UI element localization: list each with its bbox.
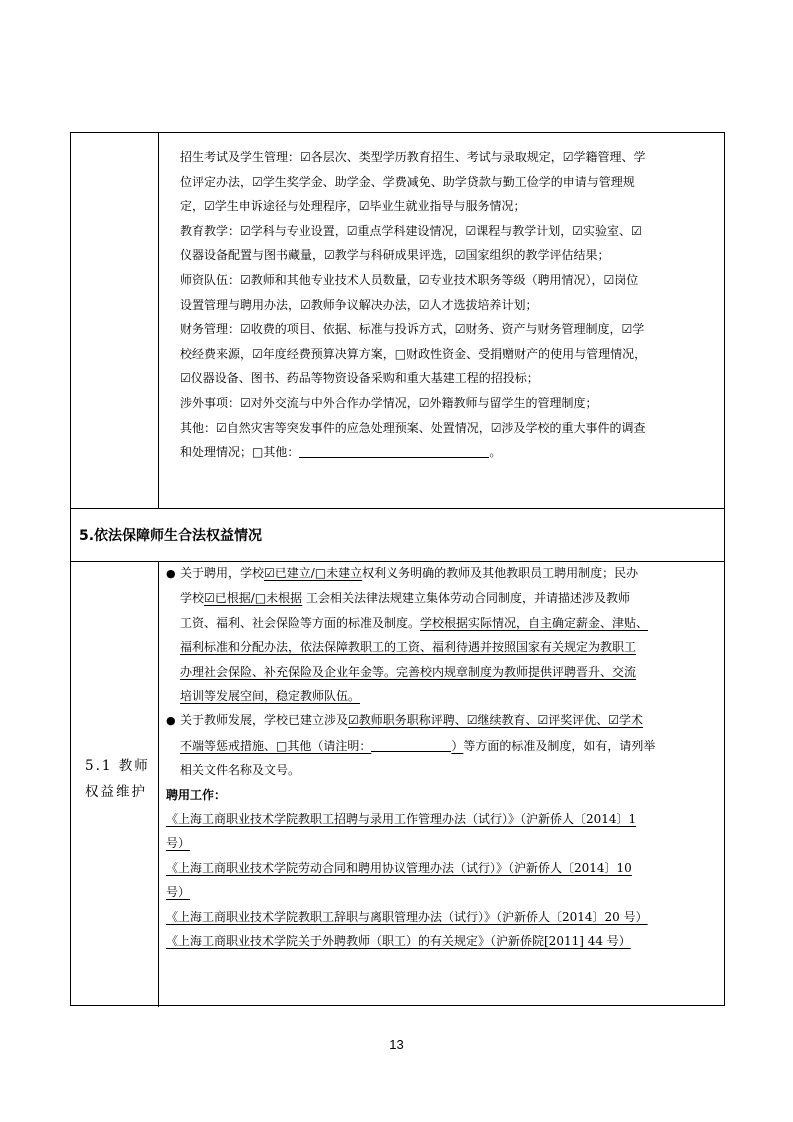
doc-line: 《上海工商职业技术学院关于外聘教师（职工）的有关规定》（沪新侨院[2011] 44 号） (166, 934, 631, 949)
doc-line: 《上海工商职业技术学院教职工辞职与离职管理办法（试行）》（沪新侨人〔2014〕20 号） (166, 909, 648, 924)
doc-line: 号） (166, 885, 191, 900)
item-line-last: 和处理情况；□其他： 。 (180, 445, 502, 460)
para1-line4: 福利标准和分配办法，依法保障教职工的工资、福利待遇并按照国家有关规定为教职工 (180, 640, 637, 655)
item-line: 位评定办法，☑学生奖学金、助学金、学费减免、助学贷款与勤工俭学的申请与管理规 (180, 174, 635, 189)
item-line: 涉外事项：☑对外交流与中外合作办学情况，☑外籍教师与留学生的管理制度； (180, 395, 598, 410)
item-line: 财务管理：☑收费的项目、依据、标准与投诉方式，☑财务、资产与财务管理制度，☑学 (180, 322, 645, 337)
para1-line3: 工资、福利、社会保险等方面的标准及制度。学校根据实际情况，自主确定薪金、津贴、 (180, 615, 649, 630)
item-line: ☑仪器设备、图书、药品等物资设备采购和重大基建工程的招投标； (180, 371, 539, 386)
doc-line: 《上海工商职业技术学院教职工招聘与录用工作管理办法（试行）》（沪新侨人〔2014〕1 (166, 812, 637, 827)
para1-line6: 培训等发展空间，稳定教师队伍。 (180, 689, 361, 704)
column-divider-bottom (158, 561, 159, 1007)
item-line: 设置管理与聘用办法，☑教师争议解决办法，☑人才选拔培养计划； (180, 297, 538, 312)
item-line: 其他：☑自然灾害等突发事件的应急处理预案、处置情况，☑涉及学校的重大事件的调查 (180, 420, 646, 435)
row-divider-1 (71, 508, 724, 509)
section-heading: 5.依法保障师生合法权益情况 (79, 528, 263, 544)
column-divider-top (158, 133, 159, 508)
bullet-icon: ● (166, 714, 176, 728)
para1-line2: 学校☑已根据/□未根据 工会相关法律法规建立集体劳动合同制度，并请描述涉及教师 (180, 591, 630, 606)
para2-line2: 不端等惩戒措施、□其他（请注明： ）等方面的标准及制度，如有，请列举 (180, 738, 656, 753)
para2-line3: 相关文件名称及文号。 (180, 763, 301, 778)
item-line: 校经费来源，☑年度经费预算决算方案，□财政性资金、受捐赠财产的使用与管理情况， (180, 346, 647, 361)
para1-line1: ● 关于聘用，学校☑已建立/□未建立权利义务明确的教师及其他教职员工聘用制度；民办 (166, 561, 722, 586)
item-line: 师资队伍：☑教师和其他专业技术人员数量，☑专业技术职务等级（聘用情况），☑岗位 (180, 272, 639, 287)
page-number: 13 (389, 1037, 404, 1052)
bullet-icon: ● (166, 567, 176, 580)
teacher-rights-content (166, 561, 722, 954)
subsection-label: 5.1 教师权益维护 (85, 758, 150, 800)
doc-line: 《上海工商职业技术学院劳动合同和聘用协议管理办法（试行）》（沪新侨人〔2014〕10 (166, 860, 632, 875)
item-line: 教育教学：☑学科与专业设置，☑重点学科建设情况，☑课程与教学计划，☑实验室、☑ (180, 223, 642, 238)
note-blank (371, 739, 451, 752)
disclosure-table (70, 132, 725, 1006)
hire-label: 聘用工作： (166, 787, 227, 802)
para2-line1: ● 关于教师发展，学校已建立涉及☑教师职务职称评聘、☑继续教育、☑评奖评优、☑学术 (166, 708, 722, 733)
item-line: 仪器设备配置与图书藏量，☑教学与科研成果评选，☑国家组织的教学评估结果； (180, 248, 610, 263)
item-line: 定，☑学生申诉途径与处理程序，☑毕业生就业指导与服务情况； (180, 199, 526, 214)
disclosure-items (180, 145, 720, 465)
doc-line: 号） (166, 836, 191, 851)
other-blank (299, 445, 489, 458)
item-line: 招生考试及学生管理：☑各层次、类型学历教育招生、考试与录取规定，☑学籍管理、学 (180, 150, 646, 164)
para1-line5: 办理社会保险、补充保险及企业年金等。完善校内规章制度为教师提供评聘晋升、交流 (180, 664, 637, 679)
